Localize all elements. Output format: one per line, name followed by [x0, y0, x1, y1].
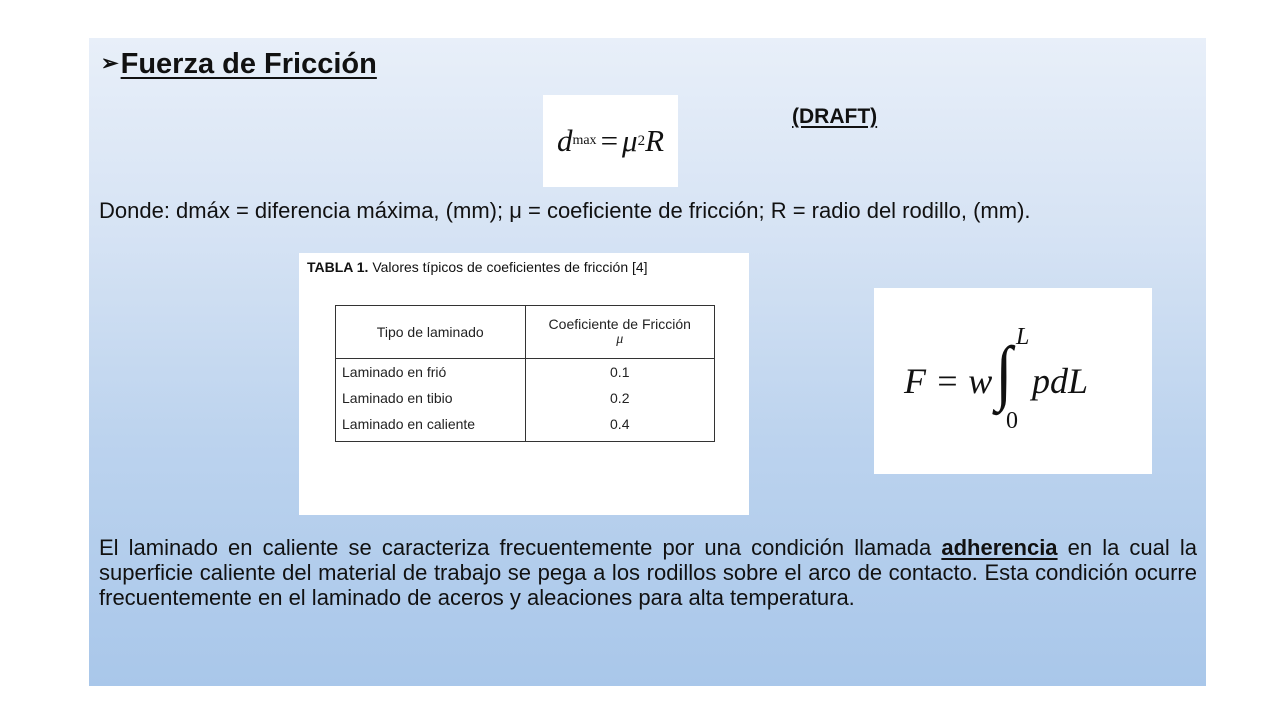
friction-table-card	[299, 253, 749, 515]
table-cell-tipo: Laminado en tibio	[336, 385, 526, 411]
table-row	[336, 359, 715, 386]
eq2-upper-limit: L	[1016, 324, 1030, 350]
table-cell-tipo: Laminado en frió	[336, 359, 526, 386]
eq1-r: R	[645, 123, 665, 158]
table-caption-text: Valores típicos de coeficientes de fricción [4]	[368, 259, 648, 275]
eq1-mu: μ	[622, 123, 638, 158]
header-coeficiente	[525, 306, 715, 359]
adherencia-paragraph	[99, 535, 1197, 610]
table-cell-tipo: Laminado en caliente	[336, 411, 526, 442]
eq2-lhs: F = w	[904, 361, 993, 401]
eq2-integrand: pdL	[1032, 361, 1089, 401]
table-header-row	[336, 306, 715, 359]
eq1-d: d	[556, 123, 573, 158]
friction-coefficients-table	[335, 305, 715, 442]
paragraph-part-2: en la cual la superficie caliente del material de trabajo se pega a los rodillos sobre el arco de contacto. Esta condición ocurre frecuentemente en el laminado de aceros y aleaciones para alta temperatura.	[99, 535, 1197, 610]
slide	[89, 38, 1206, 686]
friction-force-equation	[874, 288, 1152, 474]
table-caption-label: TABLA 1.	[307, 259, 369, 275]
table-row	[336, 411, 715, 442]
max-difference-equation	[543, 95, 678, 187]
header-tipo: Tipo de laminado	[336, 306, 526, 359]
paragraph-part-1: El laminado en caliente se caracteriza frecuentemente por una condición llamada	[99, 535, 942, 560]
table-cell-coef: 0.4	[525, 411, 715, 442]
arrow-bullet-icon: ➢	[101, 52, 119, 75]
eq1-exponent: 2	[637, 132, 646, 149]
table-cell-coef: 0.2	[525, 385, 715, 411]
table-row	[336, 385, 715, 411]
definitions-text: Donde: dmáx = diferencia máxima, (mm); μ = coeficiente de fricción; R = radio del rodillo, (mm).	[99, 198, 1031, 223]
table-caption	[307, 259, 648, 275]
adherencia-keyword: adherencia	[941, 535, 1058, 560]
draft-label: (DRAFT)	[792, 105, 878, 128]
eq2-lower-limit: 0	[1006, 408, 1018, 434]
slide-title	[101, 48, 377, 81]
eq1-subscript: max	[572, 133, 597, 148]
title-text: Fuerza de Fricción	[120, 48, 377, 80]
header-mu-symbol: μ	[616, 332, 624, 347]
table-cell-coef: 0.1	[525, 359, 715, 386]
header-coeficiente-label: Coeficiente de Fricción	[548, 316, 691, 332]
eq1-equals: =	[600, 123, 619, 158]
integral-symbol: ∫	[995, 332, 1013, 412]
